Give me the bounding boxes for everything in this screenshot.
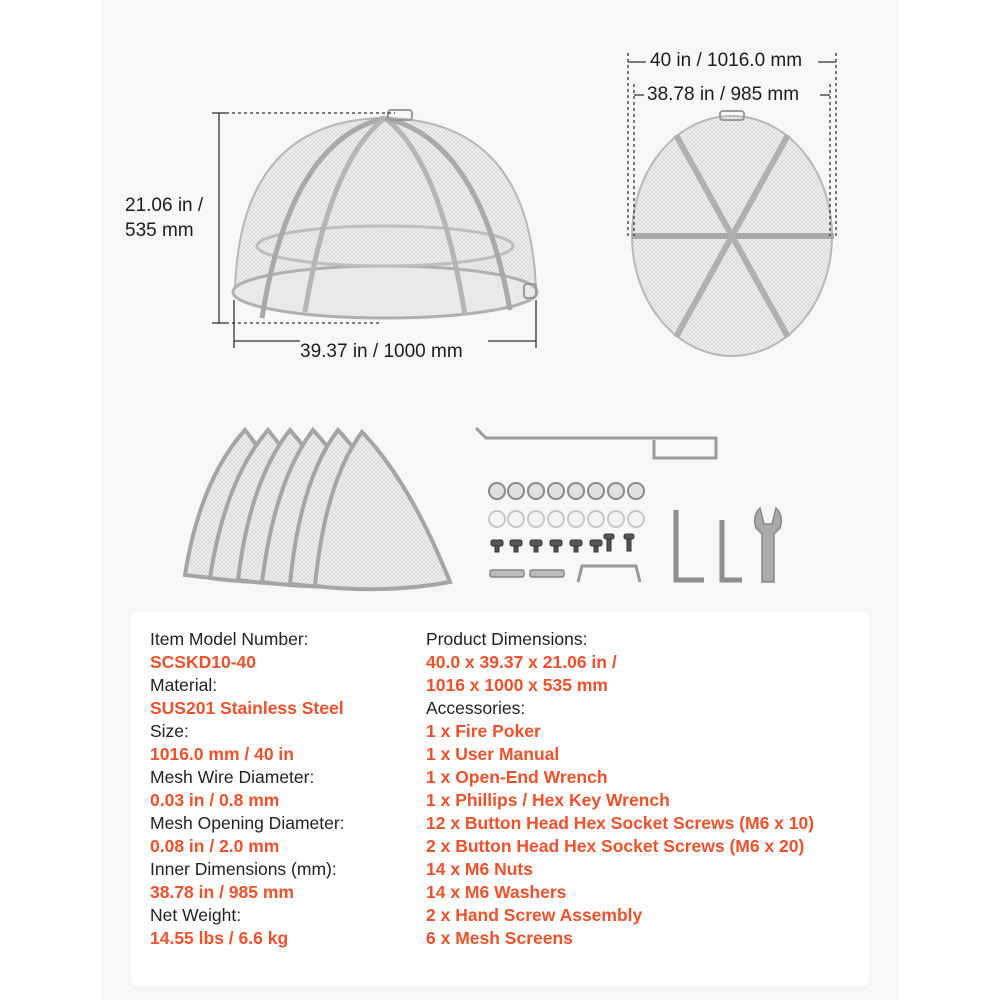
size-value: 1016.0 mm / 40 in — [150, 744, 294, 764]
accessory-item: 14 x M6 Nuts — [426, 859, 533, 879]
inner-diameter-label: 38.78 in / 985 mm — [647, 84, 800, 105]
size-label: Size: — [150, 721, 189, 741]
material-value: SUS201 Stainless Steel — [150, 698, 344, 718]
mesh-opening-diameter-value: 0.08 in / 2.0 mm — [150, 836, 280, 856]
product-dimensions-value-in: 40.0 x 39.37 x 21.06 in / — [426, 652, 617, 672]
model-number-label: Item Model Number: — [150, 629, 309, 649]
dome-diameter-label: 39.37 in / 1000 mm — [300, 341, 463, 362]
accessory-item: 1 x User Manual — [426, 744, 560, 764]
accessory-item: 6 x Mesh Screens — [426, 928, 573, 948]
mesh-wire-diameter-label: Mesh Wire Diameter: — [150, 767, 315, 787]
hand-screw-assembly — [490, 566, 640, 582]
accessory-item: 12 x Button Head Hex Socket Screws (M6 x 10) — [426, 813, 815, 833]
product-dimensions-label: Product Dimensions: — [426, 629, 588, 649]
mesh-screens — [185, 430, 450, 589]
m6-washers — [489, 511, 644, 527]
specs-left-column — [150, 628, 345, 950]
accessory-item: 1 x Open-End Wrench — [426, 767, 608, 787]
specs-right-column — [426, 628, 814, 950]
hex-socket-screws — [491, 534, 634, 552]
inner-dimensions-label: Inner Dimensions (mm): — [150, 859, 337, 879]
accessories-label: Accessories: — [426, 698, 526, 718]
inner-dimensions-value: 38.78 in / 985 mm — [150, 882, 294, 902]
accessory-item: 2 x Hand Screw Assembly — [426, 905, 643, 925]
model-number-value: SCSKD10-40 — [150, 652, 257, 672]
accessory-item: 2 x Button Head Hex Socket Screws (M6 x 20) — [426, 836, 805, 856]
fire-poker — [476, 428, 716, 458]
dome-height-label: 21.06 in / 535 mm — [125, 195, 204, 241]
hex-key-wrenches — [676, 510, 742, 580]
mesh-wire-diameter-value: 0.03 in / 0.8 mm — [150, 790, 280, 810]
m6-nuts — [489, 483, 644, 499]
material-label: Material: — [150, 675, 218, 695]
accessory-item: 14 x M6 Washers — [426, 882, 567, 902]
dome-side-view — [233, 110, 537, 318]
accessory-item: 1 x Fire Poker — [426, 721, 541, 741]
accessory-item: 1 x Phillips / Hex Key Wrench — [426, 790, 670, 810]
mesh-opening-diameter-label: Mesh Opening Diameter: — [150, 813, 345, 833]
product-dimensions-value-mm: 1016 x 1000 x 535 mm — [426, 675, 608, 695]
specifications-panel — [132, 612, 868, 986]
outer-diameter-label: 40 in / 1016.0 mm — [650, 50, 803, 71]
dome-top-view — [632, 111, 834, 356]
net-weight-value: 14.55 lbs / 6.6 kg — [150, 928, 289, 948]
open-end-wrench — [755, 508, 782, 582]
net-weight-label: Net Weight: — [150, 905, 242, 925]
